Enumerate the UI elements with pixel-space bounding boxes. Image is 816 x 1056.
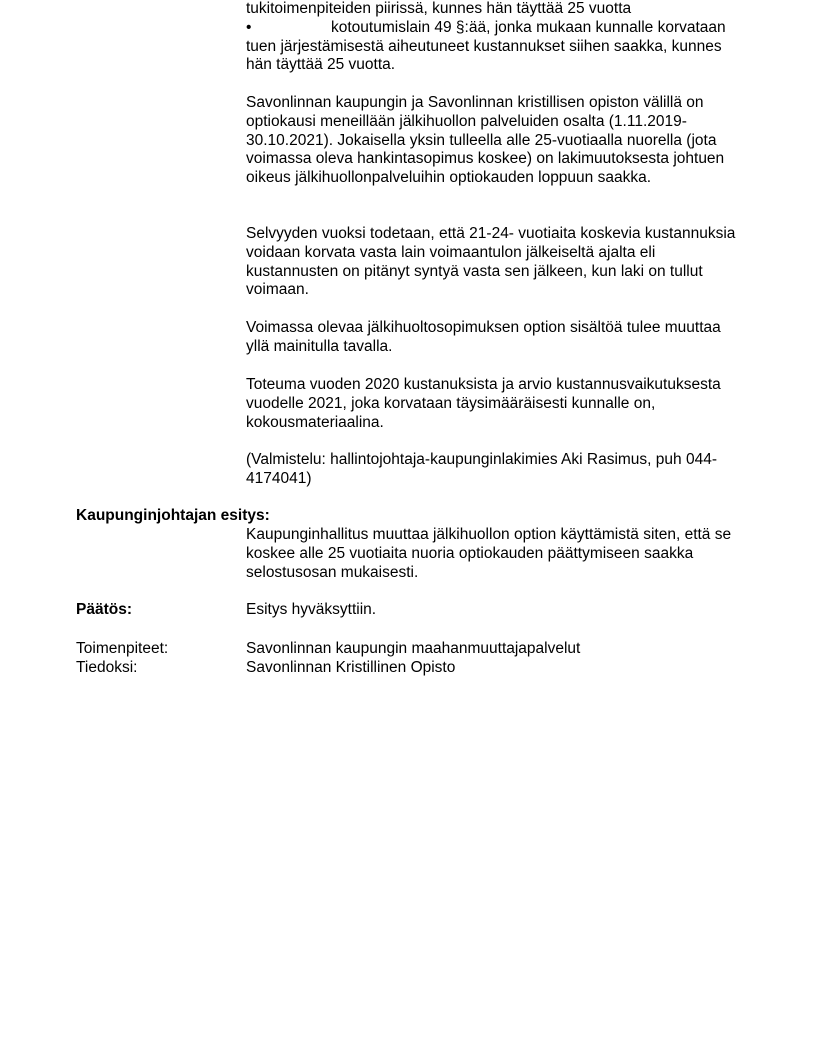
decision-text: Esitys hyväksyttiin. [246, 601, 377, 618]
paragraph-text: Savonlinnan kaupungin ja Savonlinnan kristillisen opiston välillä on optiokausi meneillään jälkihuollon palveluiden osalta (1.11.2019-30.10.2021). Jokaisella yksin tulleella alle 25-vuotiaalla nuorella (jota voimassa oleva hankintasopimus koskee) on lakimuutoksesta johtuen oikeus jälkihuollonpalveluihin optiokauden loppuun saakka. [246, 94, 725, 187]
actions-text: Savonlinnan kaupungin maahanmuuttajapalvelut [246, 640, 581, 657]
bullet-symbol: • [246, 18, 252, 36]
bullet-first-line: kotoutumislain 49 §:ää, jonka mukaan kunnalle korvataan [331, 18, 726, 36]
actions-label: Toimenpiteet: [76, 640, 169, 657]
paragraph-text: Voimassa olevaa jälkihuoltosopimuksen option sisältöä tulee muuttaa yllä mainitulla tavalla. [246, 319, 721, 355]
paragraph-option-change [246, 319, 746, 357]
bullet-continuation: tuen järjestämisestä aiheutuneet kustannukset siihen saakka, kunnes hän täyttää 25 vuotta. [246, 37, 722, 74]
paragraph-text: Kaupunginhallitus muuttaa jälkihuollon option käyttämistä siten, että se koskee alle 25 vuotiaita nuoria optiokauden päättymiseen saakka selostusosan mukaisesti. [246, 526, 732, 581]
continuation-block [246, 0, 746, 75]
proposal-label: Kaupunginjohtajan esitys: [76, 507, 270, 524]
notify-text: Savonlinnan Kristillinen Opisto [246, 659, 456, 676]
paragraph-preparation [246, 451, 746, 489]
paragraph-text: Selvyyden vuoksi todetaan, että 21-24- vuotiaita koskevia kustannuksia voidaan korvata vasta lain voimaantulon jälkeiseltä ajalta eli kustannusten on pitänyt syntyä vasta sen jälkeen, kun laki on tullut voimaan. [246, 225, 736, 299]
paragraph-text: Toteuma vuoden 2020 kustanuksista ja arvio kustannusvaikutuksesta vuodelle 2021, joka korvataan täysimääräisesti kunnalle on, kokousmateriaalina. [246, 376, 721, 431]
notify-label: Tiedoksi: [76, 659, 138, 676]
paragraph-text: (Valmistelu: hallintojohtaja-kaupunginlakimies Aki Rasimus, puh 044-4174041) [246, 451, 717, 487]
bullet-item [246, 19, 746, 38]
continuation-line: tukitoimenpiteiden piirissä, kunnes hän täyttää 25 vuotta [246, 0, 632, 17]
proposal-text [246, 526, 746, 582]
paragraph-cost-estimate [246, 376, 746, 432]
decision-label: Päätös: [76, 601, 132, 618]
paragraph-clarification [246, 225, 746, 300]
paragraph-option-period [246, 94, 746, 188]
